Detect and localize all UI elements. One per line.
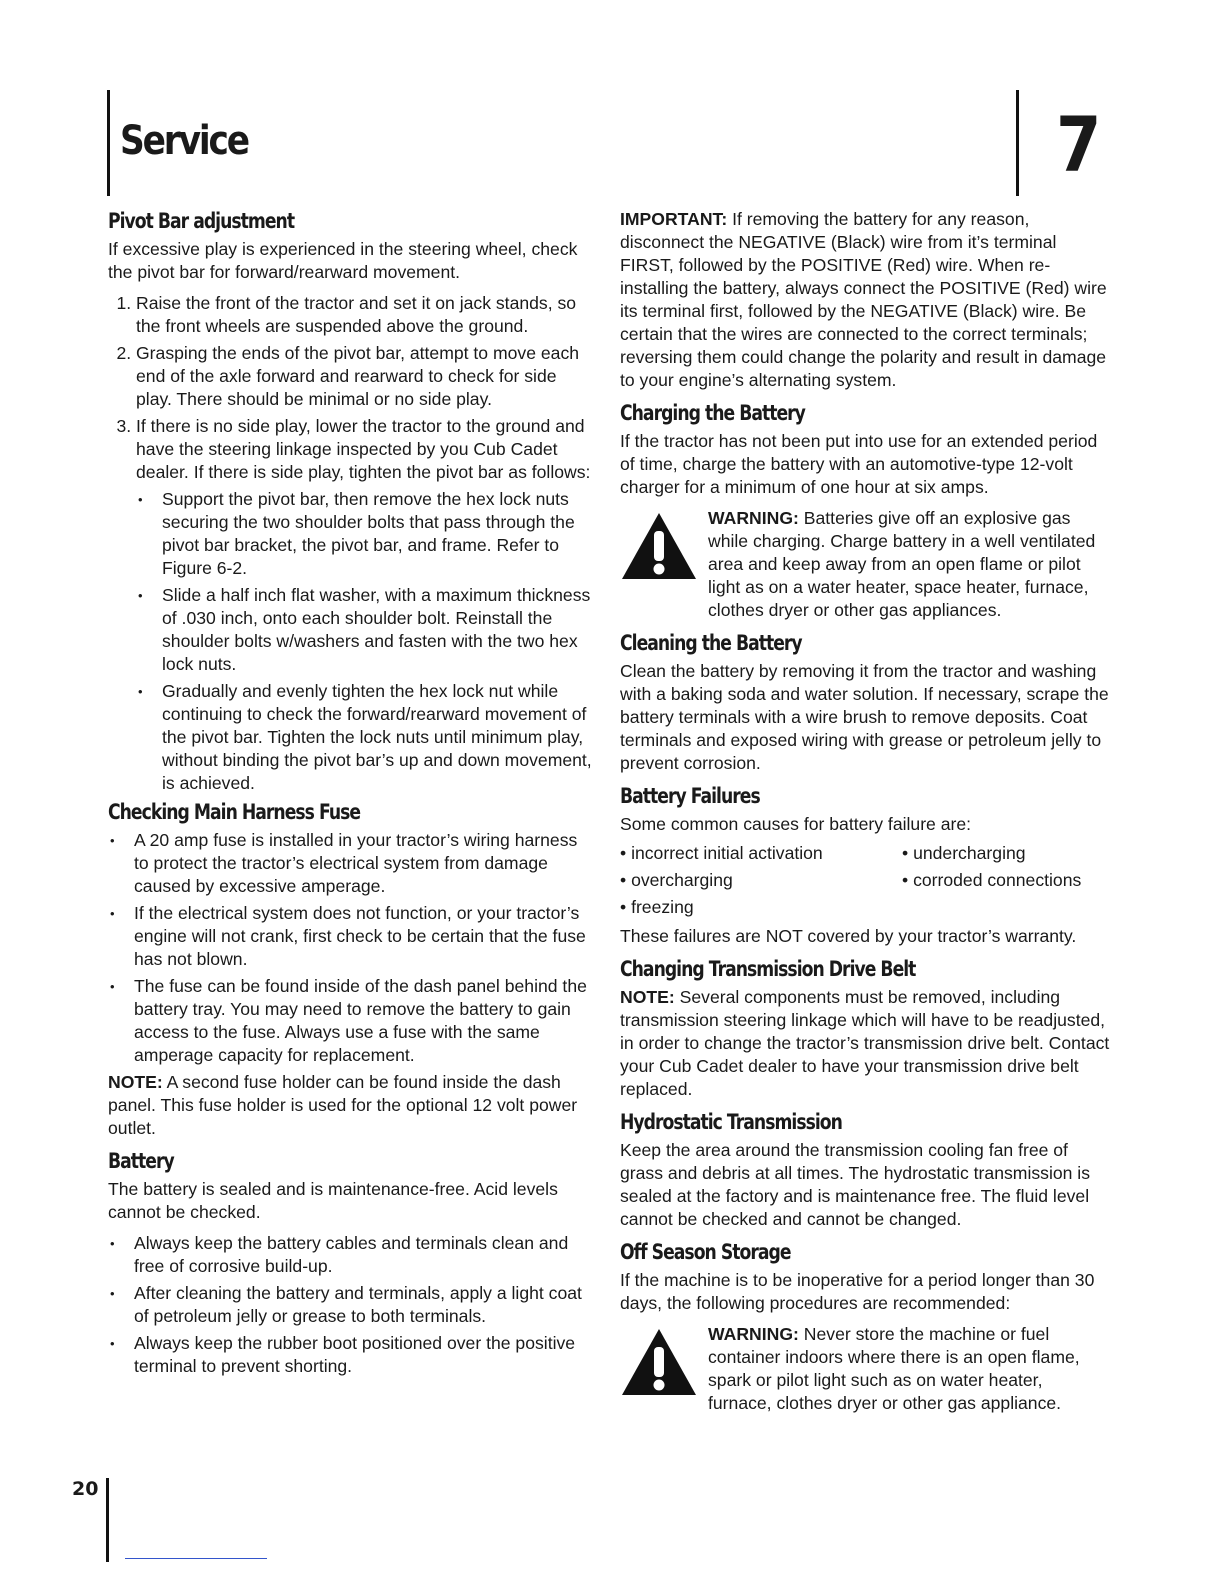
belt-note	[620, 986, 1110, 1101]
left-column	[108, 208, 594, 1382]
list-item: • Slide a half inch flat washer, with a maximum thickness of .030 inch, onto each shoulder bolt. Reinstall the shoulder bolts w/washers and fasten with the two hex lock nuts.	[162, 584, 594, 676]
fuse-section	[108, 799, 594, 1140]
title-divider	[107, 90, 110, 196]
belt-section	[620, 956, 1110, 1101]
pivot-bar-steps	[108, 292, 594, 795]
page-number: 20	[72, 1478, 99, 1500]
list-item: • Always keep the rubber boot positioned over the positive terminal to prevent shorting.	[134, 1332, 594, 1378]
chapter-divider	[1016, 90, 1019, 196]
warning-label: WARNING:	[708, 508, 799, 528]
battery-list	[108, 1232, 594, 1378]
storage-heading: Off Season Storage	[620, 1240, 791, 1264]
list-item: • If the electrical system does not function, or your tractor’s engine will not crank, first check to be certain that the fuse has not blown.	[134, 902, 594, 971]
battery-intro: The battery is sealed and is maintenance-free. Acid levels cannot be checked.	[108, 1179, 558, 1222]
list-item: • freezing	[620, 896, 902, 919]
failures-outro: These failures are NOT covered by your tractor’s warranty.	[620, 926, 1077, 946]
pivot-bar-section	[108, 208, 594, 795]
fuse-list	[108, 829, 594, 1067]
footer-rule	[125, 1558, 267, 1559]
important-label: IMPORTANT:	[620, 209, 728, 229]
list-item: • incorrect initial activation	[620, 842, 902, 865]
failures-heading: Battery Failures	[620, 784, 760, 808]
list-item: • Gradually and evenly tighten the hex lock nut while continuing to check the forward/rearward movement of the pivot bar. Tighten the lock nuts until minimum play, without binding the pivot bar’s up and down movement, is achieved.	[162, 680, 594, 795]
warning-icon	[620, 1327, 698, 1397]
failure-causes	[620, 842, 1110, 919]
warning-label: WARNING:	[708, 1324, 799, 1344]
charging-intro: If the tractor has not been put into use for an extended period of time, charge the battery with an automotive-type 12-volt charger for a minimum of one hour at six amps.	[620, 431, 1098, 497]
list-item: • Always keep the battery cables and terminals clean and free of corrosive build-up.	[134, 1232, 594, 1278]
list-item: 1. Raise the front of the tractor and set it on jack stands, so the front wheels are suspended above the ground.	[136, 292, 594, 338]
failures-section	[620, 783, 1110, 948]
warning-text	[708, 1323, 1110, 1415]
cleaning-heading: Cleaning the Battery	[620, 631, 802, 655]
hydro-text: Keep the area around the transmission cooling fan free of grass and debris at all times. The hydrostatic transmission is sealed at the factory and is maintenance free. The fluid level cannot be checked and cannot be changed.	[620, 1140, 1091, 1229]
footer-divider	[106, 1478, 109, 1562]
charging-warning	[620, 507, 1110, 622]
pivot-bar-substeps	[136, 488, 594, 795]
battery-heading: Battery	[108, 1149, 174, 1173]
note-text: Several components must be removed, including transmission steering linkage which will have to be readjusted, in order to change the tractor’s transmission drive belt. Contact your Cub Cadet dealer to have your transmission drive belt replaced.	[620, 987, 1110, 1099]
list-item: • A 20 amp fuse is installed in your tractor’s wiring harness to protect the tractor’s electrical system from damage caused by excessive amperage.	[134, 829, 594, 898]
note-label: NOTE:	[620, 987, 675, 1007]
pivot-bar-intro: If excessive play is experienced in the steering wheel, check the pivot bar for forward/rearward movement.	[108, 239, 578, 282]
important-text: If removing the battery for any reason, disconnect the NEGATIVE (Black) wire from it’s terminal FIRST, followed by the POSITIVE (Red) wire. When re-installing the battery, always connect the POSITIVE (Red) wire its terminal first, followed by the NEGATIVE (Black) wire. Be certain that the wires are connected to the correct terminals; reversing them could change the polarity and result in damage to your engine’s alternating system.	[620, 209, 1107, 390]
pivot-bar-heading: Pivot Bar adjustment	[108, 209, 295, 233]
warning-body: Never store the machine or fuel container indoors where there is an open flame, spark or pilot light such as on water heater, furnace, clothes dryer or other gas appliance.	[708, 1324, 1080, 1413]
list-item: • The fuse can be found inside of the dash panel behind the battery tray. You may need to remove the battery to gain access to the fuse. Always use a fuse with the same amperage capacity for replacement.	[134, 975, 594, 1067]
list-item: 2. Grasping the ends of the pivot bar, attempt to move each end of the axle forward and rearward to check for side play. There should be minimal or no side play.	[136, 342, 594, 411]
step-text: If there is no side play, lower the tractor to the ground and have the steering linkage inspected by you Cub Cadet dealer. If there is side play, tighten the pivot bar as follows:	[136, 416, 591, 482]
page-title: Service	[120, 118, 248, 164]
list-item: • corroded connections	[902, 869, 1112, 892]
storage-intro: If the machine is to be inoperative for a period longer than 30 days, the following procedures are recommended:	[620, 1270, 1095, 1313]
storage-section	[620, 1239, 1110, 1415]
storage-warning	[620, 1323, 1110, 1415]
charging-heading: Charging the Battery	[620, 401, 805, 425]
warning-body: Batteries give off an explosive gas while charging. Charge battery in a well ventilated area and keep away from an open flame or pilot light as on a water heater, space heater, furnace, clothes dryer or other gas appliances.	[708, 508, 1096, 620]
battery-section	[108, 1148, 594, 1378]
cleaning-section	[620, 630, 1110, 775]
warning-text	[708, 507, 1110, 622]
warning-icon	[620, 511, 698, 581]
chapter-number: 7	[1056, 100, 1102, 189]
important-note	[620, 208, 1110, 392]
note-text: A second fuse holder can be found inside the dash panel. This fuse holder is used for the optional 12 volt power outlet.	[108, 1072, 578, 1138]
list-item: • Support the pivot bar, then remove the hex lock nuts securing the two shoulder bolts that pass through the pivot bar bracket, the pivot bar, and frame. Refer to Figure 6-2.	[162, 488, 594, 580]
list-item: • overcharging	[620, 869, 902, 892]
note-label: NOTE:	[108, 1072, 163, 1092]
belt-heading: Changing Transmission Drive Belt	[620, 957, 916, 981]
fuse-note	[108, 1071, 594, 1140]
charging-section	[620, 400, 1110, 622]
right-column	[620, 208, 1110, 1423]
list-item	[136, 415, 594, 795]
fuse-heading: Checking Main Harness Fuse	[108, 800, 361, 824]
hydro-section	[620, 1109, 1110, 1231]
failures-intro: Some common causes for battery failure are:	[620, 814, 972, 834]
hydro-heading: Hydrostatic Transmission	[620, 1110, 842, 1134]
cleaning-text: Clean the battery by removing it from the tractor and washing with a baking soda and water solution. If necessary, scrape the battery terminals with a wire brush to remove deposits. Coat terminals and exposed wiring with grease or petroleum jelly to prevent corrosion.	[620, 661, 1109, 773]
list-item: • undercharging	[902, 842, 1112, 865]
list-item: • After cleaning the battery and terminals, apply a light coat of petroleum jelly or grease to both terminals.	[134, 1282, 594, 1328]
